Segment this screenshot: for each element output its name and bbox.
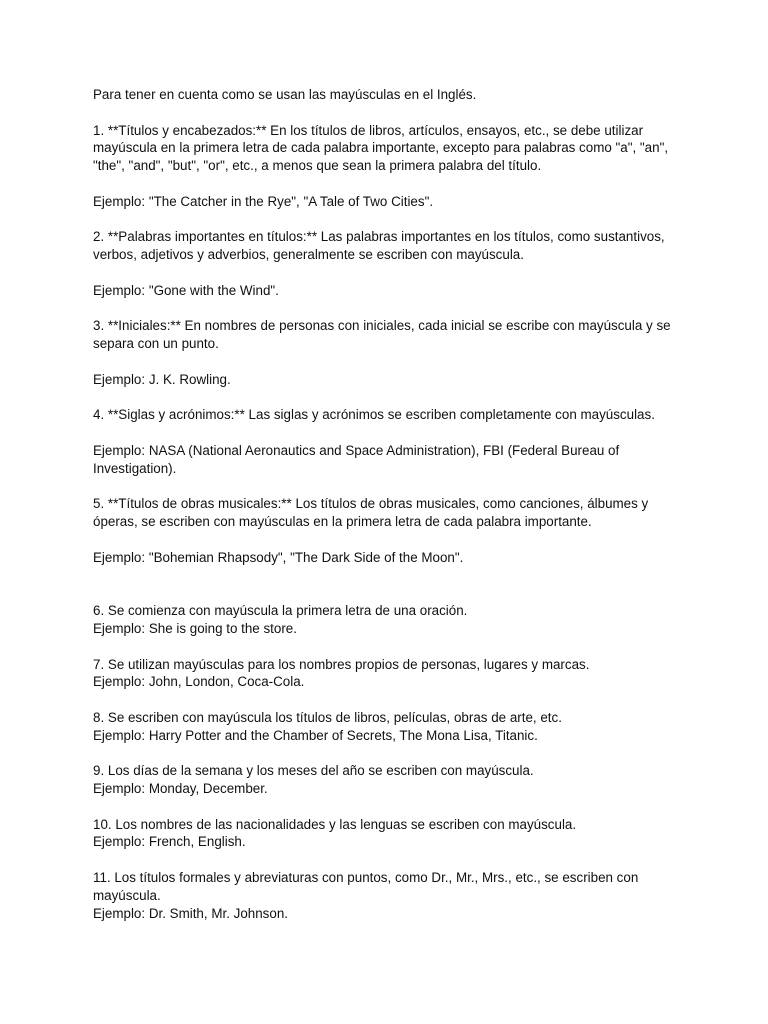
spacer	[93, 798, 683, 816]
spacer	[93, 300, 683, 318]
rule-10: 10. Los nombres de las nacionalidades y las lenguas se escriben con mayúscula.	[93, 816, 577, 832]
example-6: Ejemplo: She is going to the store.	[93, 620, 297, 636]
spacer	[93, 264, 683, 282]
spacer	[93, 175, 683, 193]
rule-5: 5. **Títulos de obras musicales:** Los títulos de obras musicales, como canciones, álbumes y óperas, se escriben con mayúsculas en la primera letra de cada palabra importante.	[93, 496, 652, 530]
example-1: Ejemplo: "The Catcher in the Rye", "A Tale of Two Cities".	[93, 193, 434, 209]
rule-6: 6. Se comienza con mayúscula la primera letra de una oración.	[93, 603, 468, 619]
spacer	[93, 389, 683, 407]
example-9: Ejemplo: Monday, December.	[93, 781, 268, 797]
example-8: Ejemplo: Harry Potter and the Chamber of Secrets, The Mona Lisa, Titanic.	[93, 727, 538, 743]
example-5: Ejemplo: "Bohemian Rhapsody", "The Dark Side of the Moon".	[93, 549, 464, 565]
example-7: Ejemplo: John, London, Coca-Cola.	[93, 674, 305, 690]
rule-2: 2. **Palabras importantes en títulos:** Las palabras importantes en los títulos, como sustantivos, verbos, adjetivos y adverbios, generalmente se escriben con mayúscula.	[93, 229, 669, 263]
spacer	[93, 638, 683, 656]
rule-8: 8. Se escriben con mayúscula los títulos de libros, películas, obras de arte, etc.	[93, 709, 562, 725]
example-11: Ejemplo: Dr. Smith, Mr. Johnson.	[93, 905, 288, 921]
document-page	[93, 86, 683, 922]
rule-9: 9. Los días de la semana y los meses del año se escriben con mayúscula.	[93, 763, 534, 779]
spacer	[93, 104, 683, 122]
example-2: Ejemplo: "Gone with the Wind".	[93, 282, 279, 298]
spacer	[93, 744, 683, 762]
spacer	[93, 567, 683, 603]
spacer	[93, 211, 683, 229]
rule-3: 3. **Iniciales:** En nombres de personas con iniciales, cada inicial se escribe con mayúscula y se separa con un punto.	[93, 318, 675, 352]
rule-7: 7. Se utilizan mayúsculas para los nombres propios de personas, lugares y marcas.	[93, 656, 590, 672]
example-3: Ejemplo: J. K. Rowling.	[93, 371, 231, 387]
example-4: Ejemplo: NASA (National Aeronautics and Space Administration), FBI (Federal Bureau of Investigation).	[93, 442, 623, 476]
intro-text: Para tener en cuenta como se usan las mayúsculas en el Inglés.	[93, 87, 477, 102]
rule-11: 11. Los títulos formales y abreviaturas con puntos, como Dr., Mr., Mrs., etc., se escriben con mayúscula.	[93, 870, 643, 903]
example-10: Ejemplo: French, English.	[93, 834, 246, 850]
spacer	[93, 851, 683, 869]
spacer	[93, 531, 683, 549]
rule-1: 1. **Títulos y encabezados:** En los títulos de libros, artículos, ensayos, etc., se debe utilizar mayúscula en la primera letra de cada palabra importante, excepto para palabras como "a", "an", "the", "and", "but", "or", etc., a menos que sean la primera palabra del título.	[93, 122, 672, 174]
rule-4: 4. **Siglas y acrónimos:** Las siglas y acrónimos se escriben completamente con mayúsculas.	[93, 407, 655, 423]
spacer	[93, 691, 683, 709]
spacer	[93, 478, 683, 496]
spacer	[93, 424, 683, 442]
spacer	[93, 353, 683, 371]
